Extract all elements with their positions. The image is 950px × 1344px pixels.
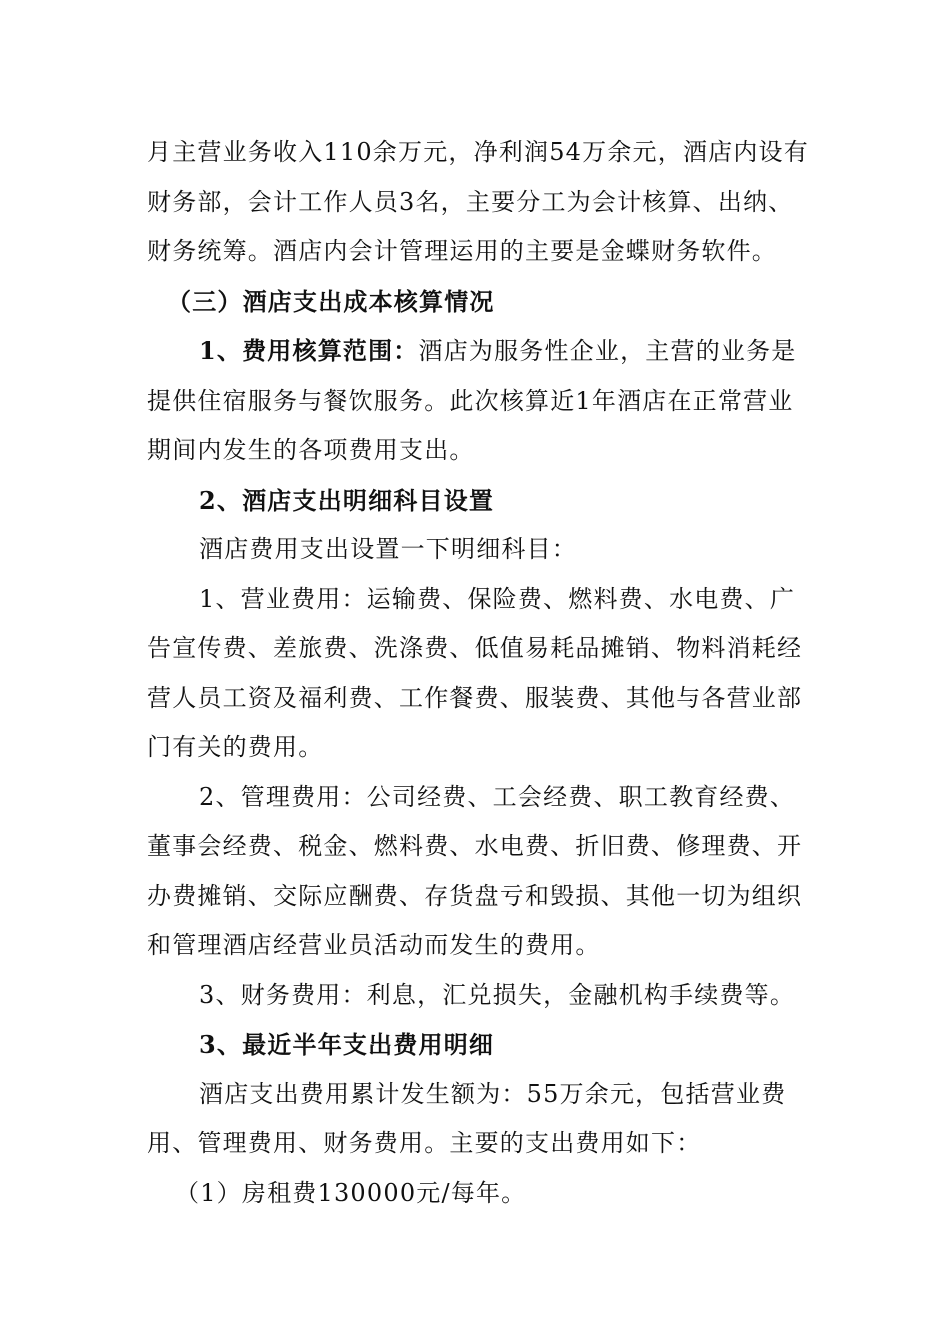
paragraph-expense-total: 酒店支出费用累计发生额为：55万余元，包括营业费用、管理费用、财务费用。主要的支出费用如下： bbox=[147, 1079, 787, 1157]
list-item-rent: （1）房租费130000元/每年。 bbox=[175, 1178, 527, 1207]
subheading-detail-accounts: 2、酒店支出明细科目设置 bbox=[199, 485, 495, 515]
paragraph-revenue: 月主营业务收入110余万元，净利润54万余元，酒店内设有财务部，会计工作人员3名，主要分工为会计核算、出纳、财务统筹。酒店内会计管理运用的主要是金蝶财务软件。 bbox=[147, 138, 809, 265]
section-heading-cost-accounting: （三）酒店支出成本核算情况 bbox=[167, 286, 495, 316]
list-item-management-expenses: 2、管理费用：公司经费、工会经费、职工教育经费、董事会经费、税金、燃料费、水电费、折旧费、修理费、开办费摊销、交际应酬费、存货盘亏和毁损、其他一切为组织和管理酒店经营业员活动而发生的费用。 bbox=[147, 782, 803, 959]
document-body bbox=[147, 128, 815, 1218]
list-item-financial-expenses: 3、财务费用：利息，汇兑损失，金融机构手续费等。 bbox=[199, 980, 796, 1009]
subheading-recent-expenses: 3、最近半年支出费用明细 bbox=[199, 1030, 495, 1059]
paragraph-accounts-intro: 酒店费用支出设置一下明细科目： bbox=[199, 535, 577, 563]
paragraph-expense-scope bbox=[147, 326, 815, 476]
expense-scope-label: 1、费用核算范围： bbox=[199, 336, 419, 365]
list-item-operating-expenses: 1、营业费用：运输费、保险费、燃料费、水电费、广告宣传费、差旅费、洗涤费、低值易耗品摊销、物料消耗经营人员工资及福利费、工作餐费、服装费、其他与各营业部门有关的费用。 bbox=[147, 584, 803, 761]
expense-scope-text: 酒店为服务性企业，主营的业务是提供住宿服务与餐饮服务。此次核算近1年酒店在正常营业期间内发生的各项费用支出。 bbox=[147, 337, 797, 464]
